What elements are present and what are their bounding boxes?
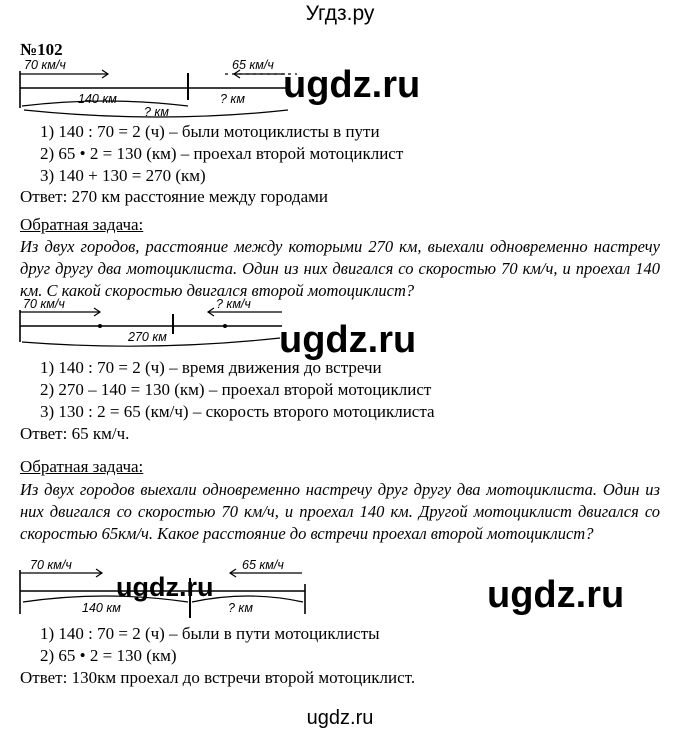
- problem-number: №102: [20, 40, 63, 59]
- d2-speed-left: 70 км/ч: [23, 297, 65, 311]
- inverse2-text: Из двух городов выехали одновременно настречу друг другу два мотоциклиста. Один из них двигался со скоростью 70 км/ч, и проехал 140 км. Другой мотоциклист двигался со скоростью 65км/ч. Какое расстояние до встречи проехал второй мотоциклист?: [20, 480, 660, 543]
- inverse1-heading: Обратная задача:: [20, 215, 144, 234]
- d3-speed-right: 65 км/ч: [242, 558, 284, 572]
- solution1-step-1: 1) 140 : 70 = 2 (ч) – были мотоциклисты в пути: [40, 122, 380, 141]
- solution1-step-2: 2) 65 • 2 = 130 (км) – проехал второй мотоциклист: [40, 144, 404, 163]
- site-header: Угдз.ру: [305, 2, 375, 25]
- d1-seg-left: 140 км: [78, 92, 117, 106]
- d1-total: ? км: [144, 105, 169, 119]
- inverse2-heading: Обратная задача:: [20, 457, 144, 476]
- d3-speed-left: 70 км/ч: [30, 558, 72, 572]
- inverse1-step-3: 3) 130 : 2 = 65 (км/ч) – скорость второго мотоциклиста: [40, 402, 435, 421]
- d2-point-left: [98, 324, 102, 328]
- d3-seg-right: ? км: [228, 601, 253, 615]
- inverse2-step-1: 1) 140 : 70 = 2 (ч) – были в пути мотоциклисты: [40, 624, 380, 643]
- inverse2-step-2: 2) 65 • 2 = 130 (км): [40, 646, 177, 665]
- watermark-1: ugdz.ru: [283, 64, 421, 106]
- d1-speed-left: 70 км/ч: [24, 58, 66, 72]
- d3-seg-left: 140 км: [82, 601, 121, 615]
- d2-point-right: [223, 324, 227, 328]
- d1-seg-right: ? км: [220, 92, 245, 106]
- solution1-answer: Ответ: 270 км расстояние между городами: [20, 187, 328, 206]
- inverse1-answer: Ответ: 65 км/ч.: [20, 424, 130, 443]
- solution1-step-3: 3) 140 + 130 = 270 (км): [40, 166, 206, 185]
- d2-total: 270 км: [128, 330, 167, 344]
- d2-speed-right: ? км/ч: [216, 297, 251, 311]
- watermark-2: ugdz.ru: [279, 319, 417, 361]
- d1-speed-right: 65 км/ч: [232, 58, 274, 72]
- diagram-1: [20, 58, 274, 122]
- inverse1-step-1: 1) 140 : 70 = 2 (ч) – время движения до встречи: [40, 358, 382, 377]
- watermark-3: ugdz.ru: [116, 572, 214, 602]
- inverse1-step-2: 2) 270 – 140 = 130 (км) – проехал второй мотоциклист: [40, 380, 432, 399]
- diagram-2: [20, 298, 285, 348]
- watermark-4: ugdz.ru: [487, 574, 625, 616]
- inverse2-answer: Ответ: 130км проехал до встречи второй мотоциклист.: [20, 668, 416, 687]
- inverse1-text: Из двух городов, расстояние между которыми 270 км, выехали одновременно настречу друг другу два мотоциклиста. Один из них двигался со скоростью 70 км/ч, и проехал 140 км. С какой скоростью двигался второй мотоциклист?: [20, 237, 660, 300]
- site-footer: ugdz.ru: [306, 707, 374, 729]
